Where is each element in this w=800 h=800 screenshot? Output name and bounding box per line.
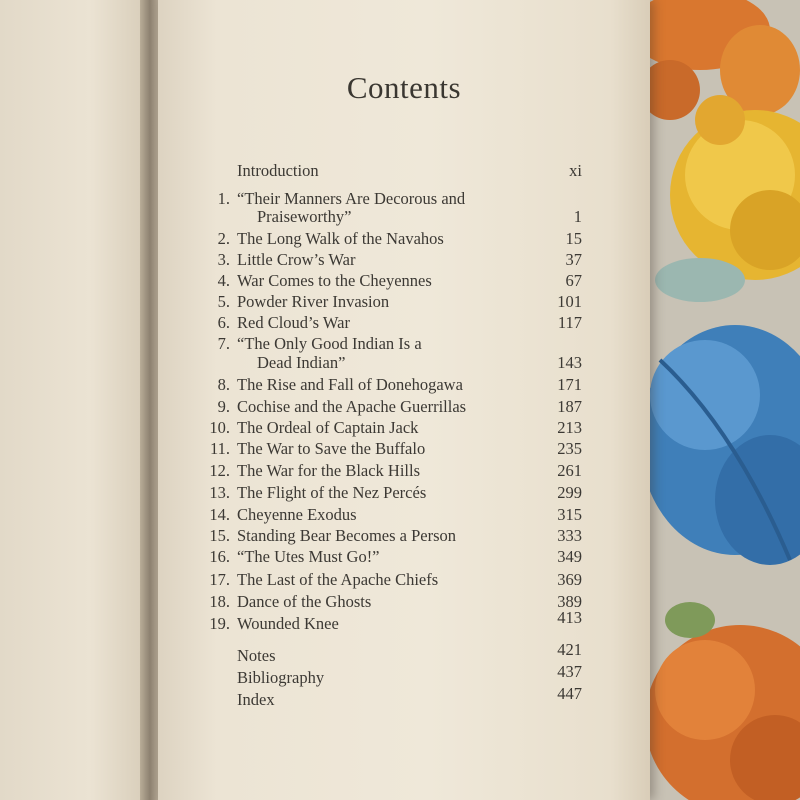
entry-label: Introduction: [237, 161, 319, 180]
table-of-contents: [158, 0, 650, 800]
entry-page: 15: [565, 229, 582, 248]
entry-number: 5.: [217, 292, 230, 311]
entry-number: 8.: [217, 375, 230, 394]
entry-label: The War for the Black Hills: [237, 461, 421, 480]
entry-number: 4.: [217, 271, 230, 290]
entry-number: 6.: [217, 313, 230, 332]
entry-number: 17.: [209, 570, 230, 589]
entry-page: 349: [557, 547, 582, 566]
entry-number: 18.: [209, 592, 230, 611]
entry-page: 235: [557, 439, 582, 458]
entry-label: The Rise and Fall of Donehogawa: [237, 375, 463, 394]
entry-label-line1: “Their Manners Are Decorous and: [237, 189, 466, 208]
entry-page: 171: [557, 375, 582, 394]
entry-label: “The Utes Must Go!”: [237, 547, 380, 566]
entry-label: The Flight of the Nez Percés: [237, 483, 427, 502]
entry-page: 187: [557, 397, 582, 416]
entry-page: 447: [557, 684, 582, 703]
entry-number: 19.: [209, 614, 230, 633]
entry-page: 299: [557, 483, 582, 502]
entry-number: 13.: [209, 483, 230, 502]
entry-page: 315: [557, 505, 582, 524]
entry-page: 413: [557, 608, 582, 627]
entry-page: 117: [557, 313, 582, 332]
entry-number: 10.: [209, 418, 230, 437]
entry-number: 2.: [217, 229, 230, 248]
entry-label: Wounded Knee: [237, 614, 339, 633]
entry-label: The Long Walk of the Navahos: [237, 229, 444, 248]
entry-label: Little Crow’s War: [237, 250, 356, 269]
entry-label-line2: Praiseworthy”: [257, 207, 352, 226]
entry-page: 421: [557, 640, 582, 659]
entry-page: xi: [569, 161, 582, 180]
left-page: [0, 0, 150, 800]
entry-label: Red Cloud’s War: [237, 313, 350, 332]
entry-label: The Ordeal of Captain Jack: [237, 418, 419, 437]
entry-label-line2: Dead Indian”: [257, 353, 346, 372]
entry-label: The Last of the Apache Chiefs: [237, 570, 439, 589]
entry-label: Bibliography: [237, 668, 325, 687]
page-title: Contents: [346, 70, 462, 105]
entry-page: 101: [557, 292, 582, 311]
entry-label: Dance of the Ghosts: [237, 592, 372, 611]
entry-page: 369: [557, 570, 582, 589]
entry-page: 143: [557, 353, 582, 372]
entry-number: 7.: [217, 334, 230, 353]
entry-number: 15.: [209, 526, 230, 545]
entry-page: 213: [557, 418, 582, 437]
entry-number: 9.: [217, 397, 230, 416]
flower-teal-mid: [655, 258, 745, 302]
entry-number: 16.: [209, 547, 230, 566]
entry-label: War Comes to the Cheyennes: [237, 271, 432, 290]
entry-number: 11.: [209, 439, 230, 458]
entry-label: Standing Bear Becomes a Person: [237, 526, 457, 545]
entry-page: 261: [557, 461, 582, 480]
entry-page: 37: [565, 250, 582, 269]
entry-page: 67: [565, 271, 582, 290]
contents-page: [158, 0, 650, 800]
entry-page: 1: [573, 207, 582, 226]
entry-label: Powder River Invasion: [237, 292, 390, 311]
entry-number: 14.: [209, 505, 230, 524]
entry-label-line1: “The Only Good Indian Is a: [237, 334, 422, 353]
entry-number: 1.: [217, 189, 230, 208]
entry-number: 3.: [217, 250, 230, 269]
entry-label: Index: [237, 690, 275, 709]
entry-number: 12.: [209, 461, 230, 480]
entry-page: 333: [557, 526, 582, 545]
entry-label: Cheyenne Exodus: [237, 505, 357, 524]
entry-page: 437: [557, 662, 582, 681]
entry-label: The War to Save the Buffalo: [237, 439, 426, 458]
entry-label: Cochise and the Apache Guerrillas: [237, 397, 467, 416]
entry-label: Notes: [237, 646, 276, 665]
entry-page: 389: [557, 592, 582, 611]
